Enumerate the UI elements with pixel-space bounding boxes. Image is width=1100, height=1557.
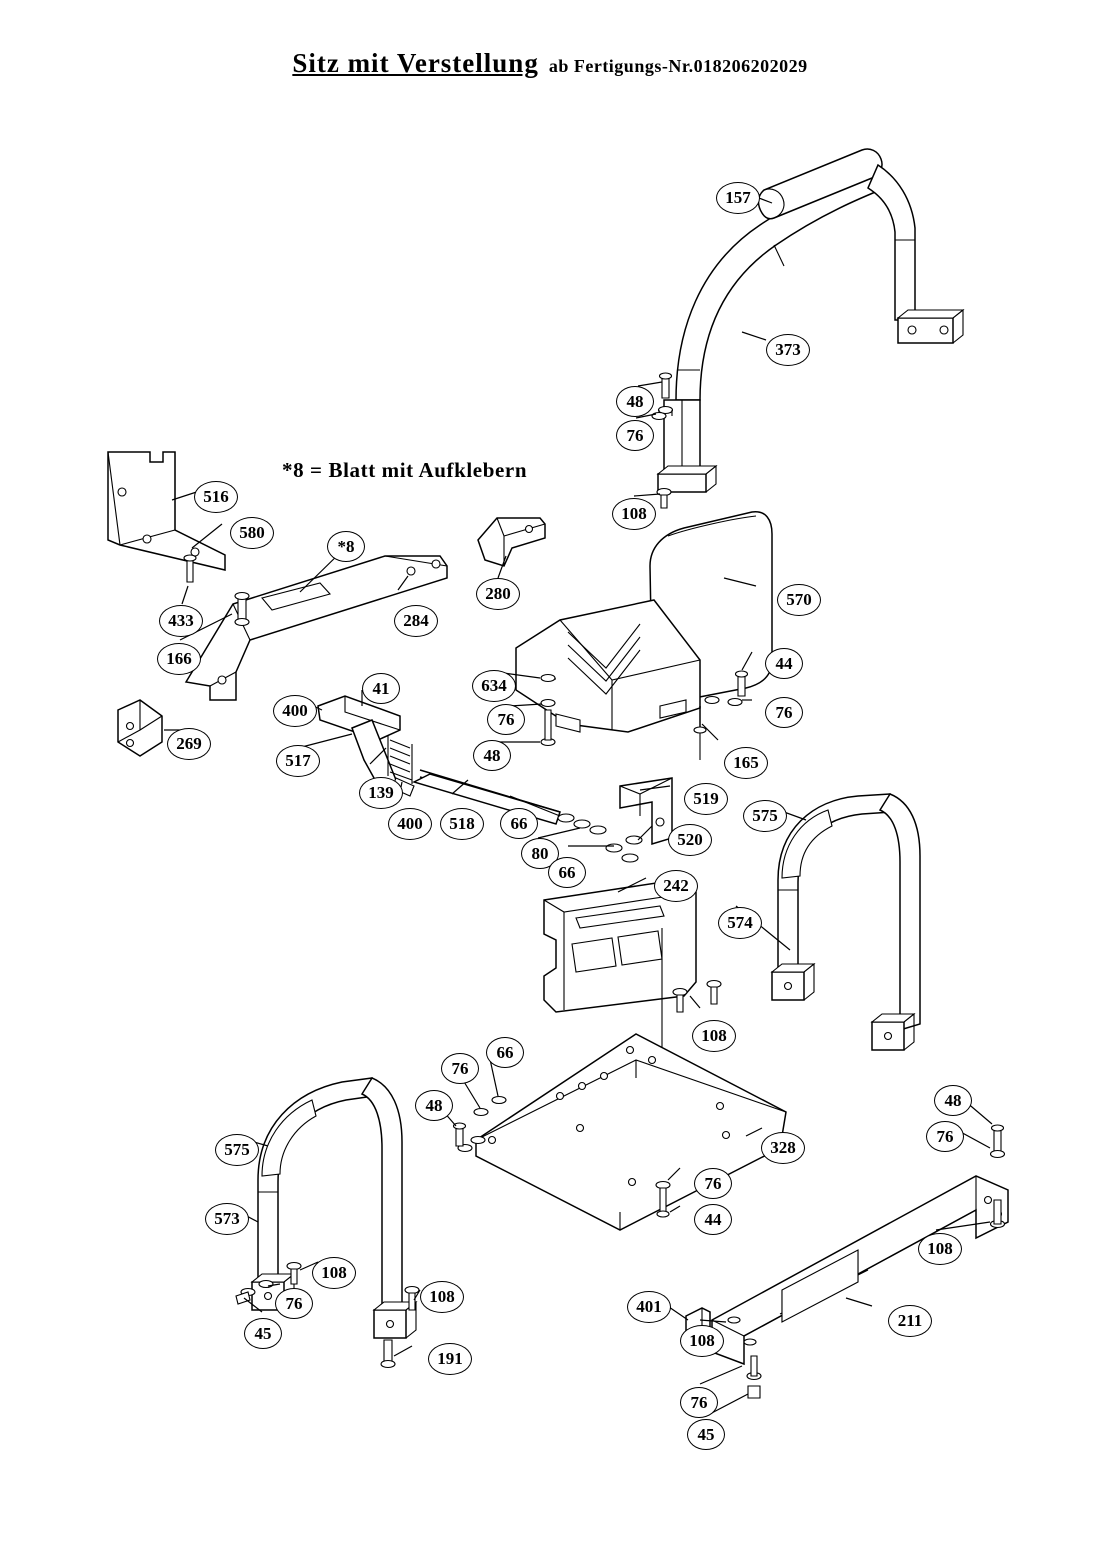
callout-balloon-242: 242 <box>654 870 698 902</box>
callout-balloon-575: 575 <box>215 1134 259 1166</box>
callout-balloon-45: 45 <box>244 1318 282 1349</box>
callout-balloon-44: 44 <box>765 648 803 679</box>
callout-balloon-211: 211 <box>888 1305 932 1337</box>
callout-balloon-44: 44 <box>694 1204 732 1235</box>
callout-balloon-580: 580 <box>230 517 274 549</box>
callout-balloon-108: 108 <box>420 1281 464 1313</box>
bracket-269-part <box>118 700 162 756</box>
callout-balloon-433: 433 <box>159 605 203 637</box>
callout-balloon-269: 269 <box>167 728 211 760</box>
callout-balloon-108: 108 <box>918 1233 962 1265</box>
callout-balloon-108: 108 <box>680 1325 724 1357</box>
callout-balloon-373: 373 <box>766 334 810 366</box>
callout-balloon-76: 76 <box>926 1121 964 1152</box>
callout-balloon-520: 520 <box>668 824 712 856</box>
callout-balloon-400: 400 <box>388 808 432 840</box>
callout-balloon-66: 66 <box>548 857 586 888</box>
callout-balloon-48: 48 <box>473 740 511 771</box>
callout-balloon-48: 48 <box>616 386 654 417</box>
callout-balloon-634: 634 <box>472 670 516 702</box>
callout-balloon-280: 280 <box>476 578 520 610</box>
title-subtitle: ab Fertigungs-Nr.018206202029 <box>548 56 808 76</box>
cover-plate-part <box>108 452 225 582</box>
callout-balloon-575: 575 <box>743 800 787 832</box>
callout-balloon-519: 519 <box>684 783 728 815</box>
callout-balloon-400: 400 <box>273 695 317 727</box>
hand-rail-right-part <box>772 794 920 1050</box>
callout-balloon-76: 76 <box>694 1168 732 1199</box>
roll-bar-part <box>652 149 963 508</box>
callout-balloon-45: 45 <box>687 1419 725 1450</box>
callout-balloon-66: 66 <box>486 1037 524 1068</box>
callout-balloon-166: 166 <box>157 643 201 675</box>
seat-part <box>516 512 772 760</box>
callout-balloon-80: 80 <box>521 838 559 869</box>
callout-balloon-*8: *8 <box>327 531 365 562</box>
callout-balloon-518: 518 <box>440 808 484 840</box>
callout-balloon-76: 76 <box>275 1288 313 1319</box>
callout-balloon-517: 517 <box>276 745 320 777</box>
callout-balloon-191: 191 <box>428 1343 472 1375</box>
callout-balloon-76: 76 <box>616 420 654 451</box>
callout-balloon-401: 401 <box>627 1291 671 1323</box>
callout-balloon-516: 516 <box>194 481 238 513</box>
title-main: Sitz mit Verstellung <box>292 48 539 78</box>
bracket-280-part <box>478 518 545 566</box>
callout-balloon-108: 108 <box>612 498 656 530</box>
callout-balloon-76: 76 <box>441 1053 479 1084</box>
callout-balloon-573: 573 <box>205 1203 249 1235</box>
callout-balloon-108: 108 <box>312 1257 356 1289</box>
legend-note: *8 = Blatt mit Aufklebern <box>282 458 528 482</box>
callout-balloon-66: 66 <box>500 808 538 839</box>
callout-balloon-165: 165 <box>724 747 768 779</box>
callout-balloon-108: 108 <box>692 1020 736 1052</box>
callout-balloon-76: 76 <box>487 704 525 735</box>
callout-balloon-328: 328 <box>761 1132 805 1164</box>
callout-balloon-48: 48 <box>934 1085 972 1116</box>
callout-balloon-284: 284 <box>394 605 438 637</box>
callout-balloon-76: 76 <box>765 697 803 728</box>
callout-balloon-48: 48 <box>415 1090 453 1121</box>
callout-balloon-41: 41 <box>362 673 400 704</box>
callout-balloon-574: 574 <box>718 907 762 939</box>
callout-balloon-139: 139 <box>359 777 403 809</box>
callout-balloon-570: 570 <box>777 584 821 616</box>
callout-balloon-157: 157 <box>716 182 760 214</box>
callout-balloon-76: 76 <box>680 1387 718 1418</box>
